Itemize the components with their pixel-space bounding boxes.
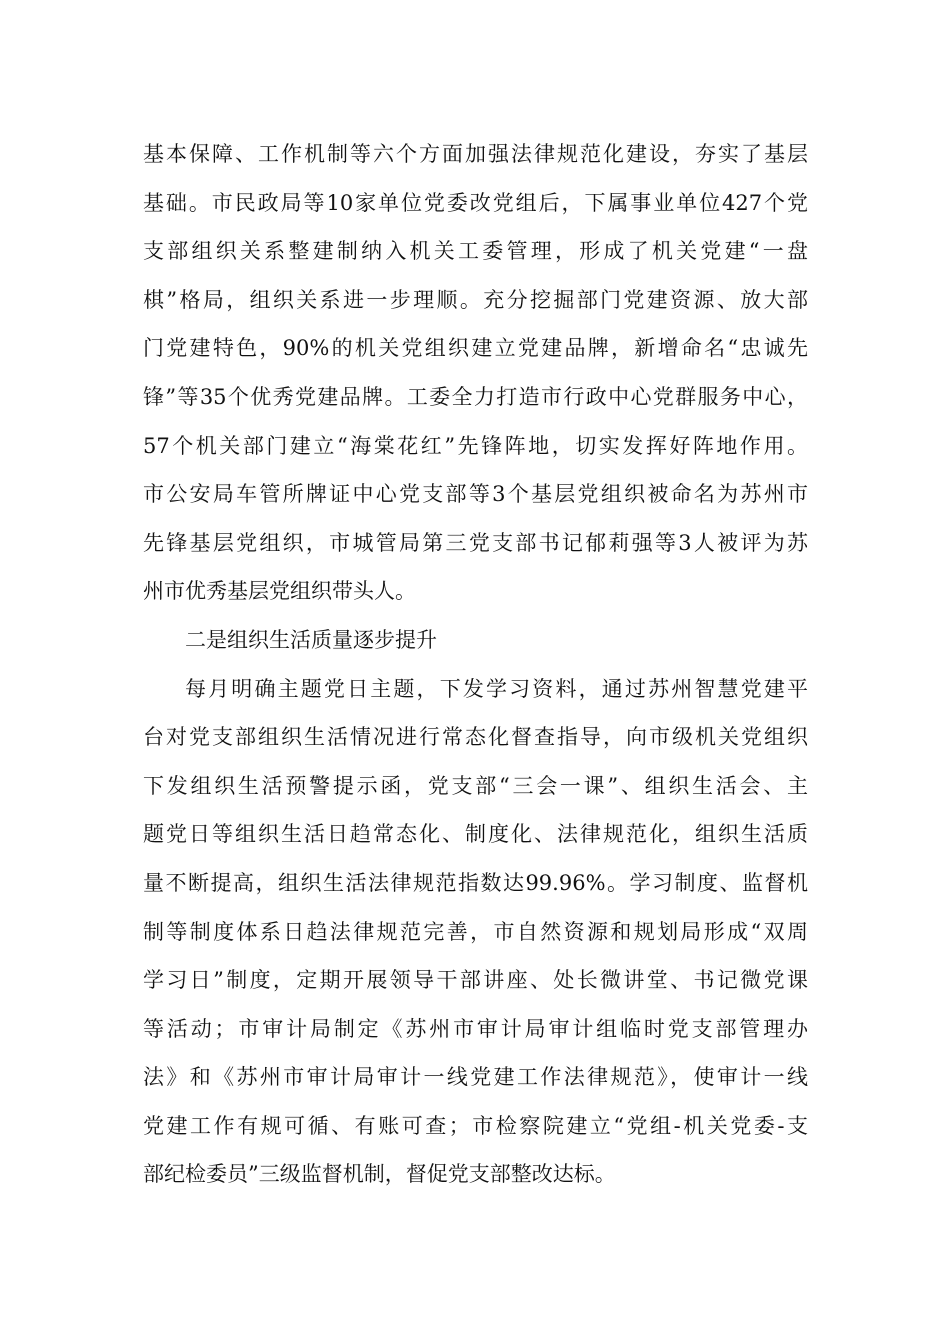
text-line: 门党建特色，90%的机关党组织建立党建品牌，新增命名“忠诚先 (143, 336, 808, 361)
text-line: 基础。市民政局等10家单位党委改党组后，下属事业单位427个党 (143, 190, 808, 215)
text-line: 部纪检委员”三级监督机制，督促党支部整改达标。 (143, 1162, 616, 1187)
text-line: 57个机关部门建立“海棠花红”先锋阵地，切实发挥好阵地作用。 (143, 433, 808, 458)
text-line: 党建工作有规可循、有账可查；市检察院建立“党组-机关党委-支 (143, 1113, 808, 1138)
text-line: 每月明确主题党日主题，下发学习资料，通过苏州智慧党建平 (185, 676, 808, 701)
text-line: 制等制度体系日趋法律规范完善，市自然资源和规划局形成“双周 (143, 919, 808, 944)
text-line: 学习日”制度，定期开展领导干部讲座、处长微讲堂、书记微党课 (143, 968, 808, 993)
text-line: 下发组织生活预警提示函，党支部“三会一课”、组织生活会、主 (143, 773, 808, 798)
text-line: 先锋基层党组织，市城管局第三党支部书记郁莉强等3人被评为苏 (143, 530, 808, 555)
text-line: 支部组织关系整建制纳入机关工委管理，形成了机关党建“一盘 (143, 239, 808, 264)
text-line: 法》和《苏州市审计局审计一线党建工作法律规范》，使审计一线 (143, 1065, 808, 1090)
text-line: 棋”格局，组织关系进一步理顺。充分挖掘部门党建资源、放大部 (143, 287, 808, 312)
text-line: 题党日等组织生活日趋常态化、制度化、法律规范化，组织生活质 (143, 822, 808, 847)
paragraph-2 (143, 665, 808, 1200)
text-line: 锋”等35个优秀党建品牌。工委全力打造市行政中心党群服务中心， (143, 384, 808, 409)
document-body (143, 130, 808, 1199)
text-line: 台对党支部组织生活情况进行常态化督查指导，向市级机关党组织 (143, 725, 808, 750)
text-line: 基本保障、工作机制等六个方面加强法律规范化建设，夯实了基层 (143, 142, 808, 166)
text-line: 市公安局车管所牌证中心党支部等3个基层党组织被命名为苏州市 (143, 482, 808, 507)
text-line: 等活动；市审计局制定《苏州市审计局审计组临时党支部管理办 (143, 1016, 808, 1041)
text-line: 量不断提高，组织生活法律规范指数达99.96%。学习制度、监督机 (143, 870, 808, 895)
section-heading: 二是组织生活质量逐步提升 (185, 627, 437, 652)
text-line: 州市优秀基层党组织带头人。 (143, 579, 416, 604)
paragraph-1 (143, 130, 808, 616)
